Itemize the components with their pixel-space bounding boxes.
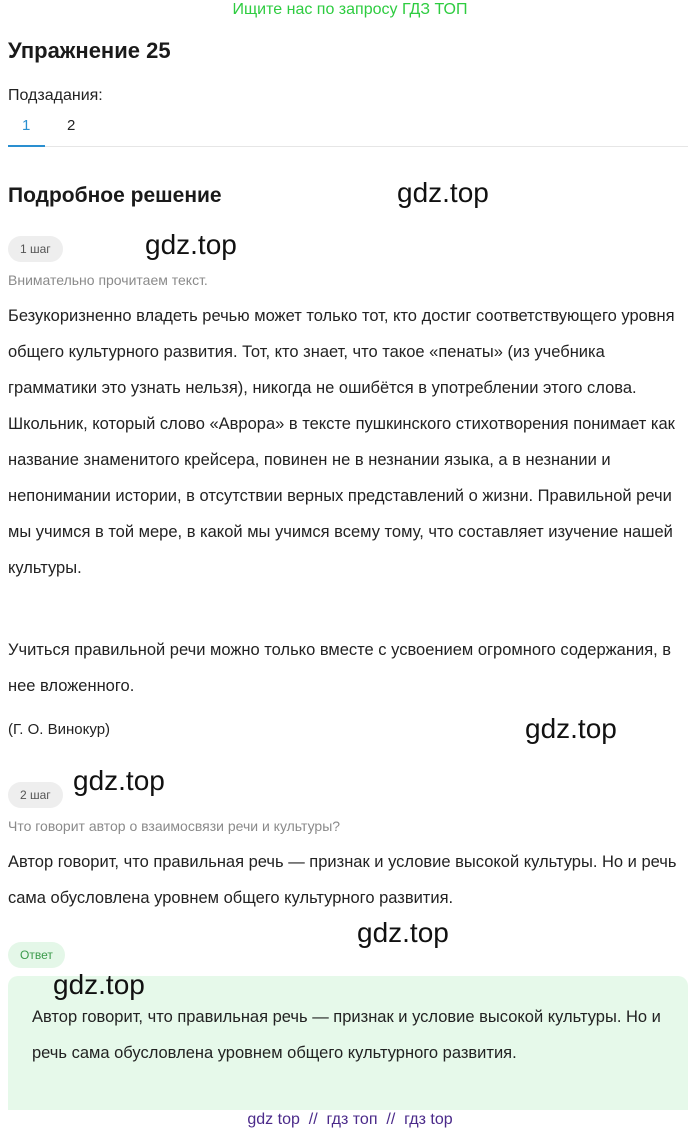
step-badge: 1 шаг <box>8 236 63 262</box>
watermark: gdz.top <box>397 177 489 208</box>
answer-text: Автор говорит, что правильная речь — признак и условие высокой культуры. Но и речь сама обусловлена уровнем общего культурного развития. <box>32 1008 661 1062</box>
watermark: gdz.top <box>53 969 145 1000</box>
watermark: gdz.top <box>357 917 449 948</box>
watermark: gdz.top <box>73 765 165 796</box>
author-attribution: (Г. О. Винокур) <box>8 721 111 738</box>
section-title: Подробное решение <box>8 184 222 207</box>
watermark: gdz.top <box>145 229 237 260</box>
answer-badge: Ответ <box>8 942 65 968</box>
tabs-divider <box>8 146 688 147</box>
step-hint: Внимательно прочитаем текст. <box>8 272 208 288</box>
promo-banner: Ищите нас по запросу ГДЗ ТОП <box>232 1 468 18</box>
step-badge: 2 шаг <box>8 782 63 808</box>
watermark: gdz.top <box>525 713 617 744</box>
source-text-paragraph: Учиться правильной речи можно только вместе с усвоением огромного содержания, в нее вложенного. <box>8 641 672 695</box>
active-tab-indicator <box>8 145 45 147</box>
tab-subtask-2[interactable]: 2 <box>67 117 76 134</box>
source-text-paragraph: Безукоризненно владеть речью может только тот, кто достиг соответствующего уровня общего культурного развития. Тот, кто знает, что такое «пенаты» (из учебника грамматики это узнать нельзя), никогда не ошибётся в употреблении этого слова. Школьник, который слово «Аврора» в тексте пушкинского стихотворения понимает как название знаменитого крейсера, повинен не в незнании языка, а в незнании и непонимании истории, в отсутствии верных представлений о жизни. Правильной речи мы учимся в той мере, в какой мы учимся всему тому, что составляет изучение нашей культуры. <box>8 307 675 577</box>
page-title: Упражнение 25 <box>8 38 171 63</box>
subtasks-label: Подзадания: <box>8 87 103 104</box>
footer-links: gdz top // гдз топ // гдз top <box>247 1111 453 1128</box>
tab-subtask-1[interactable]: 1 <box>22 117 31 134</box>
step-hint: Что говорит автор о взаимосвязи речи и культуры? <box>8 818 341 834</box>
solution-paragraph: Автор говорит, что правильная речь — признак и условие высокой культуры. Но и речь сама обусловлена уровнем общего культурного развития. <box>8 853 677 907</box>
